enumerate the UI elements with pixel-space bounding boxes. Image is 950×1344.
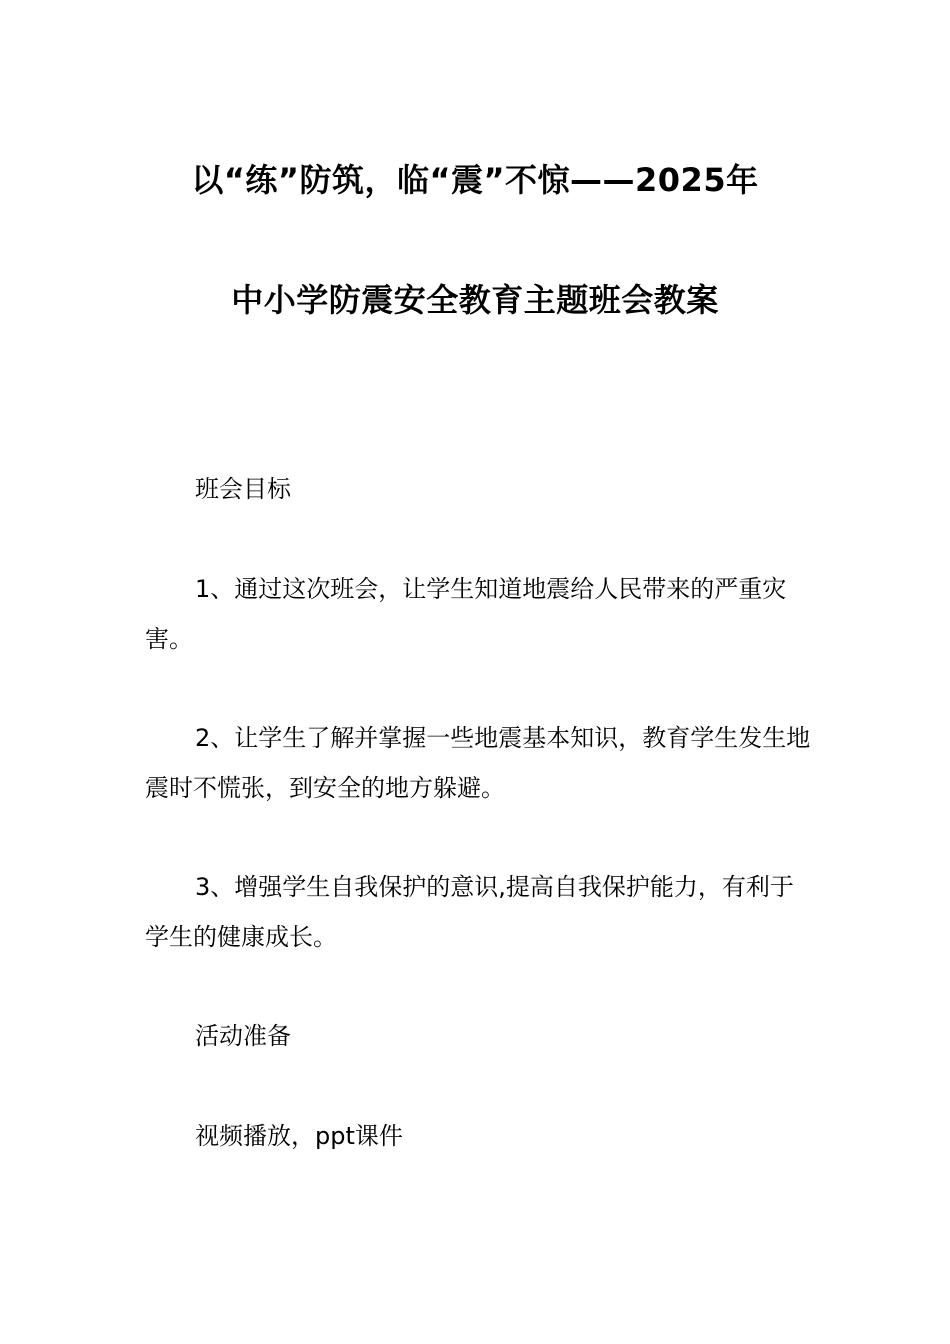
section-heading-goal: 班会目标 — [195, 475, 291, 503]
goal-item-1: 1、通过这次班会，让学生知道地震给人民带来的严重灾害。 — [145, 575, 787, 653]
goal-item-2: 2、让学生了解并掌握一些地震基本知识，教育学生发生地震时不慌张，到安全的地方躲避。 — [145, 724, 811, 802]
document-title-line-1: 以“练”防筑，临“震”不惊——2025年 — [191, 161, 759, 199]
goal-item-3: 3、增强学生自我保护的意识,提高自我保护能力，有利于学生的健康成长。 — [145, 873, 794, 951]
section-heading-preparation: 活动准备 — [195, 1022, 291, 1050]
preparation-content: 视频播放，ppt课件 — [195, 1122, 403, 1150]
document-title-line-2: 中小学防震安全教育主题班会教案 — [231, 281, 719, 319]
